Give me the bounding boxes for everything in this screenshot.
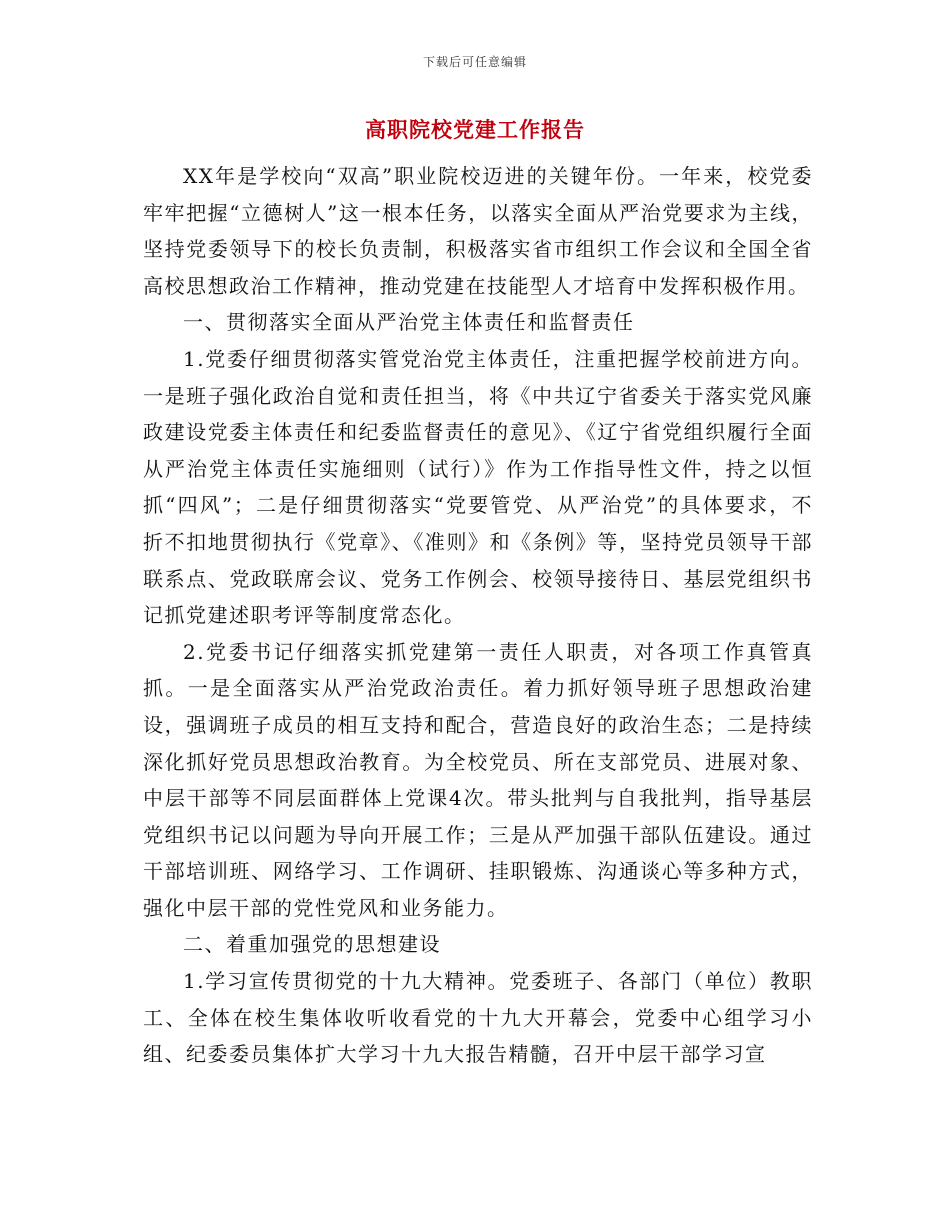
section-1-paragraph-1: 1.党委仔细贯彻落实管党治党主体责任，注重把握学校前进方向。一是班子强化政治自觉和责任担当，将《中共辽宁省委关于落实党风廉政建设党委主体责任和纪委监督责任的意见》、《辽宁省党组织履行全面从严治党主体责任实施细则（试行）》作为工作指导性文件，持之以恒抓“四风”；二是仔细贯彻落实“党要管党、从严治党”的具体要求，不折不扣地贯彻执行《党章》、《准则》和《条例》等，坚持党员领导干部联系点、党政联席会议、党务工作例会、校领导接待日、基层党组织书记抓党建述职考评等制度常态化。 <box>143 346 813 628</box>
section-1-heading: 一、贯彻落实全面从严治党主体责任和监督责任 <box>183 310 635 335</box>
document-title: 高职院校党建工作报告 <box>365 117 585 142</box>
section-2-heading: 二、着重加强党的思想建设 <box>183 932 441 957</box>
section-2-paragraph-1: 1.学习宣传贯彻党的十九大精神。党委班子、各部门（单位）教职工、全体在校生集体收听收看党的十九大开幕会，党委中心组学习小组、纪委委员集体扩大学习十九大报告精髓，召开中层干部学习宣 <box>143 969 813 1067</box>
header-note: 下载后可任意编辑 <box>422 55 527 69</box>
section-1-paragraph-2: 2.党委书记仔细落实抓党建第一责任人职责，对各项工作真管真抓。一是全面落实从严治党政治责任。着力抓好领导班子思想政治建设，强调班子成员的相互支持和配合，营造良好的政治生态；二是持续深化抓好党员思想政治教育。为全校党员、所在支部党员、进展对象、中层干部等不同层面群体上党课4次。带头批判与自我批判，指导基层党组织书记以问题为导向开展工作；三是从严加强干部队伍建设。通过干部培训班、网络学习、工作调研、挂职锻炼、沟通谈心等多种方式，强化中层干部的党性党风和业务能力。 <box>143 639 813 920</box>
document-body <box>143 158 813 1073</box>
intro-paragraph: XX年是学校向“双高”职业院校迈进的关键年份。一年来，校党委牢牢把握“立德树人”这一根本任务，以落实全面从严治党要求为主线，坚持党委领导下的校长负责制，积极落实省市组织工作会议和全国全省高校思想政治工作精神，推动党建在技能型人才培育中发挥积极作用。 <box>143 164 813 298</box>
